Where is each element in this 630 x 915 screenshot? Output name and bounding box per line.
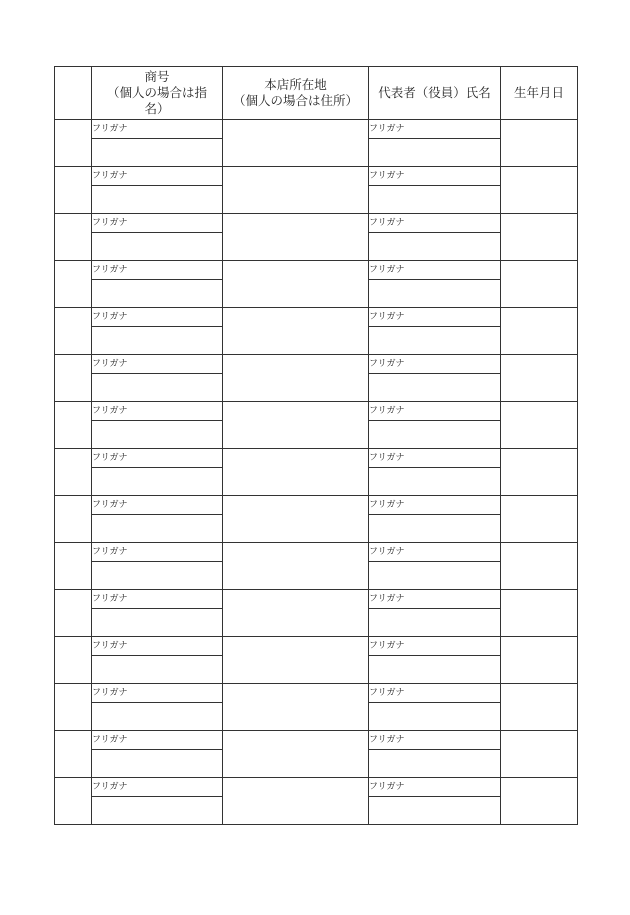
entry-row bbox=[55, 308, 578, 327]
trade-name-furigana-cell[interactable]: フリガナ bbox=[92, 120, 223, 139]
entry-number-cell[interactable] bbox=[55, 308, 92, 355]
representative-furigana-cell[interactable]: フリガナ bbox=[369, 261, 501, 280]
trade-name-furigana-cell[interactable]: フリガナ bbox=[92, 167, 223, 186]
birthdate-cell[interactable] bbox=[501, 120, 578, 167]
entry-row bbox=[55, 731, 578, 750]
trade-name-furigana-cell[interactable]: フリガナ bbox=[92, 449, 223, 468]
header-row bbox=[55, 67, 578, 120]
header-representative bbox=[369, 67, 501, 120]
entry-row bbox=[55, 402, 578, 421]
entry-row bbox=[55, 355, 578, 374]
address-cell[interactable] bbox=[223, 355, 369, 402]
birthdate-cell[interactable] bbox=[501, 684, 578, 731]
entry-number-cell[interactable] bbox=[55, 637, 92, 684]
address-cell[interactable] bbox=[223, 214, 369, 261]
birthdate-cell[interactable] bbox=[501, 355, 578, 402]
header-address bbox=[223, 67, 369, 120]
birthdate-cell[interactable] bbox=[501, 590, 578, 637]
trade-name-cell[interactable] bbox=[92, 750, 223, 778]
trade-name-furigana-cell[interactable]: フリガナ bbox=[92, 214, 223, 233]
header-address-line1: 本店所在地 bbox=[264, 77, 327, 92]
address-cell[interactable] bbox=[223, 167, 369, 214]
representative-name-cell[interactable] bbox=[369, 750, 501, 778]
address-cell[interactable] bbox=[223, 543, 369, 590]
representative-furigana-cell[interactable]: フリガナ bbox=[369, 590, 501, 609]
representative-furigana-cell[interactable]: フリガナ bbox=[369, 402, 501, 421]
trade-name-cell[interactable] bbox=[92, 656, 223, 684]
representative-furigana-cell[interactable]: フリガナ bbox=[369, 214, 501, 233]
trade-name-cell[interactable] bbox=[92, 327, 223, 355]
trade-name-furigana-cell[interactable]: フリガナ bbox=[92, 590, 223, 609]
header-number bbox=[55, 67, 92, 120]
address-cell[interactable] bbox=[223, 261, 369, 308]
header-birthdate bbox=[501, 67, 578, 120]
address-cell[interactable] bbox=[223, 120, 369, 167]
trade-name-cell[interactable] bbox=[92, 233, 223, 261]
birthdate-cell[interactable] bbox=[501, 449, 578, 496]
birthdate-cell[interactable] bbox=[501, 731, 578, 778]
trade-name-furigana-cell[interactable]: フリガナ bbox=[92, 684, 223, 703]
entry-row bbox=[55, 496, 578, 515]
representative-name-cell[interactable] bbox=[369, 656, 501, 684]
representative-name-cell[interactable] bbox=[369, 421, 501, 449]
entry-number-cell[interactable] bbox=[55, 355, 92, 402]
trade-name-cell[interactable] bbox=[92, 280, 223, 308]
representative-name-cell[interactable] bbox=[369, 327, 501, 355]
birthdate-cell[interactable] bbox=[501, 308, 578, 355]
trade-name-cell[interactable] bbox=[92, 468, 223, 496]
birthdate-cell[interactable] bbox=[501, 167, 578, 214]
entry-row bbox=[55, 778, 578, 797]
entry-number-cell[interactable] bbox=[55, 684, 92, 731]
entry-row bbox=[55, 120, 578, 139]
birthdate-cell[interactable] bbox=[501, 543, 578, 590]
entry-number-cell[interactable] bbox=[55, 402, 92, 449]
entry-number-cell[interactable] bbox=[55, 778, 92, 825]
representative-furigana-cell[interactable]: フリガナ bbox=[369, 496, 501, 515]
representative-name-cell[interactable] bbox=[369, 280, 501, 308]
header-trade-name-line2: （個人の場合は指 bbox=[106, 85, 207, 100]
address-cell[interactable] bbox=[223, 637, 369, 684]
trade-name-furigana-cell[interactable]: フリガナ bbox=[92, 637, 223, 656]
address-cell[interactable] bbox=[223, 449, 369, 496]
representative-furigana-cell[interactable]: フリガナ bbox=[369, 449, 501, 468]
trade-name-furigana-cell[interactable]: フリガナ bbox=[92, 261, 223, 280]
entry-row bbox=[55, 261, 578, 280]
header-trade-name bbox=[92, 67, 223, 120]
trade-name-cell[interactable] bbox=[92, 186, 223, 214]
representative-furigana-cell[interactable]: フリガナ bbox=[369, 684, 501, 703]
entry-number-cell[interactable] bbox=[55, 214, 92, 261]
header-representative-label: 代表者（役員）氏名 bbox=[378, 85, 491, 100]
registration-table bbox=[54, 66, 578, 825]
representative-name-cell[interactable] bbox=[369, 468, 501, 496]
trade-name-cell[interactable] bbox=[92, 139, 223, 167]
representative-furigana-cell[interactable]: フリガナ bbox=[369, 120, 501, 139]
representative-name-cell[interactable] bbox=[369, 186, 501, 214]
trade-name-furigana-cell[interactable]: フリガナ bbox=[92, 308, 223, 327]
representative-name-cell[interactable] bbox=[369, 139, 501, 167]
trade-name-cell[interactable] bbox=[92, 703, 223, 731]
birthdate-cell[interactable] bbox=[501, 637, 578, 684]
birthdate-cell[interactable] bbox=[501, 496, 578, 543]
address-cell[interactable] bbox=[223, 684, 369, 731]
representative-furigana-cell[interactable]: フリガナ bbox=[369, 731, 501, 750]
trade-name-furigana-cell[interactable]: フリガナ bbox=[92, 496, 223, 515]
entry-number-cell[interactable] bbox=[55, 167, 92, 214]
trade-name-cell[interactable] bbox=[92, 609, 223, 637]
entry-number-cell[interactable] bbox=[55, 261, 92, 308]
entry-row bbox=[55, 214, 578, 233]
entry-number-cell[interactable] bbox=[55, 120, 92, 167]
birthdate-cell[interactable] bbox=[501, 402, 578, 449]
trade-name-cell[interactable] bbox=[92, 797, 223, 825]
trade-name-furigana-cell[interactable]: フリガナ bbox=[92, 402, 223, 421]
address-cell[interactable] bbox=[223, 308, 369, 355]
birthdate-cell[interactable] bbox=[501, 778, 578, 825]
trade-name-furigana-cell[interactable]: フリガナ bbox=[92, 731, 223, 750]
representative-furigana-cell[interactable]: フリガナ bbox=[369, 355, 501, 374]
address-cell[interactable] bbox=[223, 496, 369, 543]
header-trade-name-line1: 商号 bbox=[144, 69, 170, 84]
address-cell[interactable] bbox=[223, 590, 369, 637]
entry-row bbox=[55, 543, 578, 562]
entry-number-cell[interactable] bbox=[55, 731, 92, 778]
trade-name-furigana-cell[interactable]: フリガナ bbox=[92, 543, 223, 562]
entry-number-cell[interactable] bbox=[55, 543, 92, 590]
trade-name-cell[interactable] bbox=[92, 421, 223, 449]
entry-row bbox=[55, 449, 578, 468]
representative-name-cell[interactable] bbox=[369, 233, 501, 261]
address-cell[interactable] bbox=[223, 402, 369, 449]
trade-name-cell[interactable] bbox=[92, 515, 223, 543]
representative-furigana-cell[interactable]: フリガナ bbox=[369, 778, 501, 797]
header-trade-name-line3: 名） bbox=[144, 101, 170, 116]
representative-furigana-cell[interactable]: フリガナ bbox=[369, 543, 501, 562]
representative-name-cell[interactable] bbox=[369, 703, 501, 731]
entry-row bbox=[55, 684, 578, 703]
entry-number-cell[interactable] bbox=[55, 590, 92, 637]
birthdate-cell[interactable] bbox=[501, 214, 578, 261]
representative-furigana-cell[interactable]: フリガナ bbox=[369, 637, 501, 656]
birthdate-cell[interactable] bbox=[501, 261, 578, 308]
representative-name-cell[interactable] bbox=[369, 609, 501, 637]
trade-name-furigana-cell[interactable]: フリガナ bbox=[92, 355, 223, 374]
representative-name-cell[interactable] bbox=[369, 515, 501, 543]
trade-name-furigana-cell[interactable]: フリガナ bbox=[92, 778, 223, 797]
entry-row bbox=[55, 167, 578, 186]
trade-name-cell[interactable] bbox=[92, 562, 223, 590]
header-address-line2: （個人の場合は住所） bbox=[232, 93, 358, 108]
representative-name-cell[interactable] bbox=[369, 374, 501, 402]
entry-row bbox=[55, 590, 578, 609]
entry-row bbox=[55, 637, 578, 656]
address-cell[interactable] bbox=[223, 731, 369, 778]
header-birthdate-label: 生年月日 bbox=[513, 85, 564, 100]
representative-furigana-cell[interactable]: フリガナ bbox=[369, 308, 501, 327]
representative-name-cell[interactable] bbox=[369, 562, 501, 590]
representative-name-cell[interactable] bbox=[369, 797, 501, 825]
entry-number-cell[interactable] bbox=[55, 496, 92, 543]
trade-name-cell[interactable] bbox=[92, 374, 223, 402]
entry-number-cell[interactable] bbox=[55, 449, 92, 496]
representative-furigana-cell[interactable]: フリガナ bbox=[369, 167, 501, 186]
address-cell[interactable] bbox=[223, 778, 369, 825]
